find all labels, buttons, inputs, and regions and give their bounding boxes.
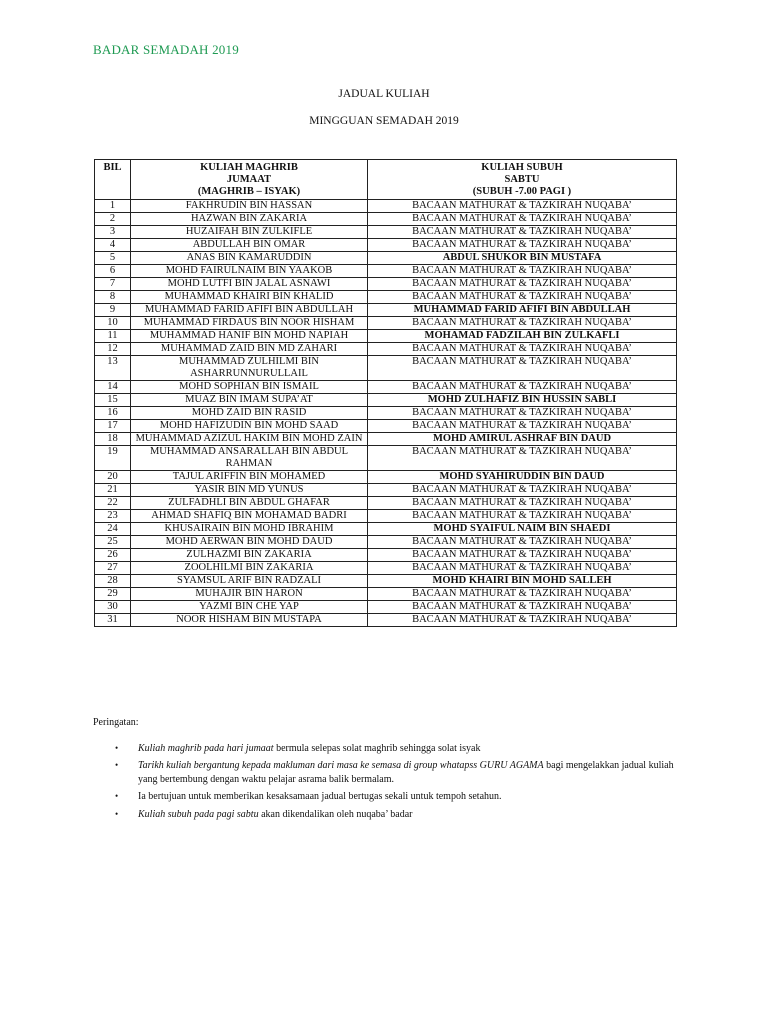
cell-subuh: BACAAN MATHURAT & TAZKIRAH NUQABA’: [368, 510, 677, 523]
table-row: [95, 200, 677, 213]
cell-subuh: BACAAN MATHURAT & TAZKIRAH NUQABA’: [368, 549, 677, 562]
cell-subuh: MUHAMMAD FARID AFIFI BIN ABDULLAH: [368, 304, 677, 317]
cell-maghrib: ZULHAZMI BIN ZAKARIA: [131, 549, 368, 562]
cell-maghrib: ZOOLHILMI BIN ZAKARIA: [131, 562, 368, 575]
table-row: [95, 471, 677, 484]
document-subtitle: MINGGUAN SEMADAH 2019: [309, 115, 459, 127]
cell-bil: 4: [95, 239, 131, 252]
cell-subuh: BACAAN MATHURAT & TAZKIRAH NUQABA’: [368, 200, 677, 213]
cell-subuh: BACAAN MATHURAT & TAZKIRAH NUQABA’: [368, 536, 677, 549]
table-row: [95, 330, 677, 343]
cell-bil: 9: [95, 304, 131, 317]
cell-maghrib: MUHAMMAD ZAID BIN MD ZAHARI: [131, 343, 368, 356]
cell-bil: 21: [95, 484, 131, 497]
cell-bil: 25: [95, 536, 131, 549]
cell-bil: 6: [95, 265, 131, 278]
cell-maghrib: MUHAMMAD ANSARALLAH BIN ABDUL RAHMAN: [131, 446, 368, 471]
cell-subuh: BACAAN MATHURAT & TAZKIRAH NUQABA’: [368, 213, 677, 226]
cell-maghrib: YAZMI BIN CHE YAP: [131, 601, 368, 614]
note-text: akan dikendalikan oleh nuqaba’ badar: [258, 808, 413, 820]
note-item: [93, 790, 693, 804]
cell-subuh: BACAAN MATHURAT & TAZKIRAH NUQABA’: [368, 239, 677, 252]
cell-subuh: BACAAN MATHURAT & TAZKIRAH NUQABA’: [368, 278, 677, 291]
header-subuh-line: KULIAH SUBUH: [481, 162, 563, 173]
header-title: BADAR SEMADAH 2019: [93, 42, 239, 57]
table-row: [95, 356, 677, 381]
cell-bil: 30: [95, 601, 131, 614]
cell-bil: 27: [95, 562, 131, 575]
cell-subuh: BACAAN MATHURAT & TAZKIRAH NUQABA’: [368, 614, 677, 627]
table-row: [95, 226, 677, 239]
table-row: [95, 562, 677, 575]
cell-maghrib: FAKHRUDIN BIN HASSAN: [131, 200, 368, 213]
cell-subuh: MOHD SYAIFUL NAIM BIN SHAEDI: [368, 523, 677, 536]
cell-maghrib: MOHD LUTFI BIN JALAL ASNAWI: [131, 278, 368, 291]
notes-list: [93, 742, 693, 822]
cell-subuh: ABDUL SHUKOR BIN MUSTAFA: [368, 252, 677, 265]
cell-bil: 8: [95, 291, 131, 304]
cell-maghrib: MOHD FAIRULNAIM BIN YAAKOB: [131, 265, 368, 278]
cell-maghrib: MUHAMMAD AZIZUL HAKIM BIN MOHD ZAIN: [131, 433, 368, 446]
cell-bil: 7: [95, 278, 131, 291]
cell-bil: 11: [95, 330, 131, 343]
cell-bil: 22: [95, 497, 131, 510]
note-text: bagi mengelakkan jadual kuliah yang bertembung dengan waktu pelajar asrama balik bermalam.: [138, 760, 674, 785]
note-text: Ia bertujuan untuk memberikan kesaksamaan jadual bertugas sekali untuk tempoh setahun.: [138, 791, 502, 802]
cell-bil: 31: [95, 614, 131, 627]
note-emphasis: Kuliah subuh pada pagi sabtu: [138, 808, 259, 820]
table-header-row: [95, 160, 677, 200]
cell-maghrib: ABDULLAH BIN OMAR: [131, 239, 368, 252]
table-row: [95, 213, 677, 226]
cell-maghrib: AHMAD SHAFIQ BIN MOHAMAD BADRI: [131, 510, 368, 523]
cell-subuh: BACAAN MATHURAT & TAZKIRAH NUQABA’: [368, 588, 677, 601]
cell-bil: 18: [95, 433, 131, 446]
table-row: [95, 265, 677, 278]
note-item: [93, 808, 693, 822]
cell-maghrib: HAZWAN BIN ZAKARIA: [131, 213, 368, 226]
bullet-icon: •: [115, 808, 119, 819]
cell-maghrib: KHUSAIRAIN BIN MOHD IBRAHIM: [131, 523, 368, 536]
cell-bil: 1: [95, 200, 131, 213]
cell-maghrib: MOHD SOPHIAN BIN ISMAIL: [131, 381, 368, 394]
cell-subuh: MOHAMAD FADZILAH BIN ZULKAFLI: [368, 330, 677, 343]
note-emphasis: Kuliah maghrib pada hari jumaat: [138, 742, 274, 754]
table-row: [95, 252, 677, 265]
cell-bil: 19: [95, 446, 131, 471]
table-body: [95, 200, 677, 627]
cell-subuh: BACAAN MATHURAT & TAZKIRAH NUQABA’: [368, 407, 677, 420]
table-row: [95, 304, 677, 317]
cell-subuh: BACAAN MATHURAT & TAZKIRAH NUQABA’: [368, 381, 677, 394]
table-row: [95, 278, 677, 291]
header-bil: BIL: [95, 160, 131, 200]
table-row: [95, 588, 677, 601]
cell-maghrib: MUHAMMAD ZULHILMI BIN ASHARRUNNURULLAIL: [131, 356, 368, 381]
notes-heading: Peringatan:: [93, 717, 139, 728]
table-row: [95, 239, 677, 252]
table-row: [95, 446, 677, 471]
cell-subuh: BACAAN MATHURAT & TAZKIRAH NUQABA’: [368, 601, 677, 614]
cell-bil: 13: [95, 356, 131, 381]
table-row: [95, 497, 677, 510]
cell-bil: 14: [95, 381, 131, 394]
cell-subuh: BACAAN MATHURAT & TAZKIRAH NUQABA’: [368, 356, 677, 381]
cell-maghrib: NOOR HISHAM BIN MUSTAPA: [131, 614, 368, 627]
table-row: [95, 407, 677, 420]
table-row: [95, 420, 677, 433]
cell-maghrib: MUHAMMAD HANIF BIN MOHD NAPIAH: [131, 330, 368, 343]
cell-bil: 2: [95, 213, 131, 226]
notes-section: [93, 716, 693, 825]
header-subuh: [368, 160, 677, 200]
cell-maghrib: ZULFADHLI BIN ABDUL GHAFAR: [131, 497, 368, 510]
cell-bil: 3: [95, 226, 131, 239]
table-row: [95, 291, 677, 304]
cell-maghrib: YASIR BIN MD YUNUS: [131, 484, 368, 497]
table-row: [95, 317, 677, 330]
cell-maghrib: MUHAMMAD FARID AFIFI BIN ABDULLAH: [131, 304, 368, 317]
schedule-table: [94, 159, 677, 627]
cell-subuh: BACAAN MATHURAT & TAZKIRAH NUQABA’: [368, 226, 677, 239]
cell-bil: 17: [95, 420, 131, 433]
note-emphasis: Tarikh kuliah bergantung kepada makluman dari masa ke semasa di group whatapss GURU AGAMA: [138, 760, 544, 771]
cell-bil: 12: [95, 343, 131, 356]
cell-bil: 15: [95, 394, 131, 407]
note-item: [93, 759, 693, 786]
table-row: [95, 523, 677, 536]
table-row: [95, 575, 677, 588]
cell-maghrib: MUHAMMAD FIRDAUS BIN NOOR HISHAM: [131, 317, 368, 330]
cell-maghrib: MUAZ BIN IMAM SUPA’AT: [131, 394, 368, 407]
table-row: [95, 601, 677, 614]
cell-subuh: MOHD KHAIRI BIN MOHD SALLEH: [368, 575, 677, 588]
cell-maghrib: MOHD ZAID BIN RASID: [131, 407, 368, 420]
header-subuh-line: (SUBUH -7.00 PAGI ): [472, 186, 572, 197]
note-item: [93, 742, 693, 756]
bullet-icon: •: [115, 791, 119, 801]
cell-maghrib: SYAMSUL ARIF BIN RADZALI: [131, 575, 368, 588]
cell-subuh: BACAAN MATHURAT & TAZKIRAH NUQABA’: [368, 420, 677, 433]
cell-maghrib: HUZAIFAH BIN ZULKIFLE: [131, 226, 368, 239]
cell-bil: 10: [95, 317, 131, 330]
cell-subuh: BACAAN MATHURAT & TAZKIRAH NUQABA’: [368, 562, 677, 575]
cell-bil: 16: [95, 407, 131, 420]
cell-subuh: BACAAN MATHURAT & TAZKIRAH NUQABA’: [368, 446, 677, 471]
header-maghrib-line: KULIAH MAGHRIB: [200, 162, 298, 173]
header-maghrib: [131, 160, 368, 200]
table-row: [95, 484, 677, 497]
table-row: [95, 614, 677, 627]
table-row: [95, 343, 677, 356]
cell-subuh: MOHD SYAHIRUDDIN BIN DAUD: [368, 471, 677, 484]
cell-bil: 23: [95, 510, 131, 523]
cell-maghrib: MUHAJIR BIN HARON: [131, 588, 368, 601]
cell-subuh: BACAAN MATHURAT & TAZKIRAH NUQABA’: [368, 343, 677, 356]
cell-maghrib: MOHD AERWAN BIN MOHD DAUD: [131, 536, 368, 549]
table-row: [95, 394, 677, 407]
cell-bil: 20: [95, 471, 131, 484]
note-text: bermula selepas solat maghrib sehingga solat isyak: [273, 742, 481, 754]
table-row: [95, 549, 677, 562]
header-maghrib-line: (MAGHRIB – ISYAK): [197, 186, 301, 197]
cell-subuh: MOHD ZULHAFIZ BIN HUSSIN SABLI: [368, 394, 677, 407]
cell-bil: 5: [95, 252, 131, 265]
bullet-icon: •: [115, 742, 119, 753]
cell-bil: 26: [95, 549, 131, 562]
cell-maghrib: MOHD HAFIZUDIN BIN MOHD SAAD: [131, 420, 368, 433]
cell-subuh: MOHD AMIRUL ASHRAF BIN DAUD: [368, 433, 677, 446]
cell-maghrib: ANAS BIN KAMARUDDIN: [131, 252, 368, 265]
cell-bil: 29: [95, 588, 131, 601]
cell-maghrib: TAJUL ARIFFIN BIN MOHAMED: [131, 471, 368, 484]
header-maghrib-line: JUMAAT: [226, 174, 272, 185]
document-title: JADUAL KULIAH: [338, 88, 430, 100]
bullet-icon: •: [115, 760, 119, 770]
cell-bil: 28: [95, 575, 131, 588]
header-subuh-line: SABTU: [504, 174, 540, 185]
cell-subuh: BACAAN MATHURAT & TAZKIRAH NUQABA’: [368, 265, 677, 278]
cell-subuh: BACAAN MATHURAT & TAZKIRAH NUQABA’: [368, 497, 677, 510]
cell-subuh: BACAAN MATHURAT & TAZKIRAH NUQABA’: [368, 291, 677, 304]
cell-bil: 24: [95, 523, 131, 536]
table-row: [95, 381, 677, 394]
cell-subuh: BACAAN MATHURAT & TAZKIRAH NUQABA’: [368, 317, 677, 330]
table-row: [95, 536, 677, 549]
table-row: [95, 433, 677, 446]
cell-maghrib: MUHAMMAD KHAIRI BIN KHALID: [131, 291, 368, 304]
table-row: [95, 510, 677, 523]
cell-subuh: BACAAN MATHURAT & TAZKIRAH NUQABA’: [368, 484, 677, 497]
